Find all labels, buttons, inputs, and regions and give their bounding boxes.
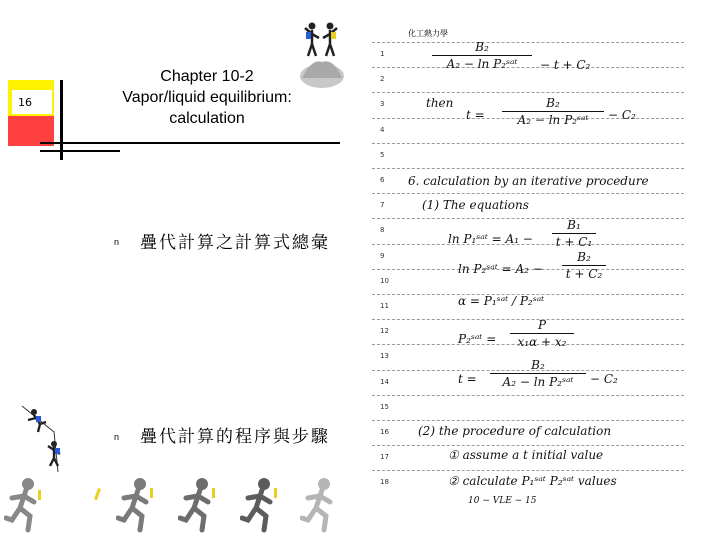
equation-denominator: t + C₂ — [565, 267, 603, 281]
equation-numerator: B₂ — [546, 96, 560, 110]
equation-numerator: B₂ — [475, 40, 489, 54]
line-number: 7 — [380, 201, 385, 210]
bullet-text: 疊代計算之計算式總彙 — [140, 233, 330, 253]
line-number: 16 — [380, 428, 389, 436]
line-number: 6 — [380, 176, 385, 184]
line-number: 15 — [380, 402, 389, 411]
climbing-figures-icon — [14, 402, 70, 474]
title-line-3: calculation — [169, 110, 245, 127]
equation-denominator: t + C₁ — [555, 235, 593, 249]
line-number: 3 — [380, 100, 385, 109]
ruled-line — [372, 420, 684, 421]
notebook-page — [372, 22, 684, 512]
note-line-7: (1) The equations — [422, 198, 529, 212]
equation-d-fraction — [510, 318, 574, 349]
equation-denominator: A₂ − ln P₂ˢᵃᵗ — [446, 57, 518, 71]
ruled-line — [372, 92, 684, 93]
ruled-line — [372, 470, 684, 471]
equation-numerator: P — [537, 318, 547, 332]
notebook-footer: 10 − VLE − 15 — [468, 496, 537, 506]
runner-icon — [240, 476, 284, 536]
header-vertical-line — [60, 80, 63, 160]
equation-2-rhs: − C₂ — [608, 108, 636, 122]
equation-2-fraction — [502, 96, 604, 127]
line-number: 9 — [380, 251, 385, 260]
note-line-6: 6. calculation by an iterative procedure — [408, 174, 649, 188]
header-underline — [40, 142, 340, 144]
line-number: 1 — [380, 50, 385, 58]
runner-icon — [4, 476, 48, 536]
equation-c: α = P₁ˢᵃᵗ / P₂ˢᵃᵗ — [458, 294, 545, 308]
runner-icon — [116, 476, 160, 536]
bullet-marker: n — [114, 432, 120, 442]
equation-numerator: B₁ — [567, 218, 581, 232]
climbers-icon — [292, 18, 352, 88]
equation-a-lhs: ln P₁ˢᵃᵗ = A₁ − — [448, 232, 533, 246]
equation-denominator: A₂ − ln P₂ˢᵃᵗ — [517, 113, 589, 127]
line-number: 10 — [380, 276, 389, 285]
line-number: 4 — [380, 125, 385, 134]
equation-b-lhs: ln P₂ˢᵃᵗ = A₂ − — [458, 262, 543, 276]
line-number: 14 — [380, 377, 389, 386]
line-number: 8 — [380, 226, 385, 235]
equation-1-fraction — [432, 40, 532, 71]
note-line-16: (2) the procedure of calculation — [418, 424, 612, 438]
equation-b-fraction — [562, 250, 606, 281]
note-line-18: ② calculate P₁ˢᵃᵗ P₂ˢᵃᵗ values — [448, 474, 617, 488]
line-number: 17 — [380, 453, 389, 462]
line-number: 11 — [380, 302, 389, 310]
line-number: 2 — [380, 75, 385, 84]
bullet-text: 疊代計算的程序與步驟 — [140, 427, 330, 447]
equation-numerator: B₂ — [531, 358, 545, 372]
slide-title — [96, 66, 318, 129]
equation-e-fraction — [490, 358, 586, 389]
equation-2-lhs: t = — [466, 108, 485, 122]
note-line-17: ① assume a t initial value — [448, 448, 604, 462]
ruled-line — [372, 193, 684, 194]
equation-2-prefix: then — [426, 96, 454, 110]
equation-denominator: x₁α + x₂ — [517, 335, 567, 349]
ruled-line — [372, 218, 684, 219]
line-number: 13 — [380, 352, 389, 361]
line-number: 5 — [380, 150, 385, 159]
title-line-1: Chapter 10-2 — [160, 68, 254, 85]
notebook-header: 化工熱力學 — [408, 29, 448, 38]
equation-e-rhs: − C₂ — [590, 372, 618, 386]
bullet-marker: n — [114, 237, 120, 247]
runner-icon — [178, 476, 222, 536]
equation-a-fraction — [552, 218, 596, 249]
slide-number: 16 — [18, 96, 32, 109]
line-number: 18 — [380, 478, 389, 487]
equation-denominator: A₂ − ln P₂ˢᵃᵗ — [502, 375, 574, 389]
equation-e-lhs: t = — [458, 372, 477, 386]
ruled-line — [372, 445, 684, 446]
ruled-line — [372, 143, 684, 144]
equation-numerator: B₂ — [577, 250, 591, 264]
title-line-2: Vapor/liquid equilibrium: — [122, 89, 292, 106]
header-underline-short — [40, 150, 120, 152]
ruled-line — [372, 168, 684, 169]
equation-1-rhs: − t + C₂ — [540, 58, 591, 72]
runner-icon — [300, 476, 344, 536]
ruled-line — [372, 395, 684, 396]
line-number: 12 — [380, 327, 389, 336]
equation-d-lhs: P₂ˢᵃᵗ = — [458, 332, 497, 346]
